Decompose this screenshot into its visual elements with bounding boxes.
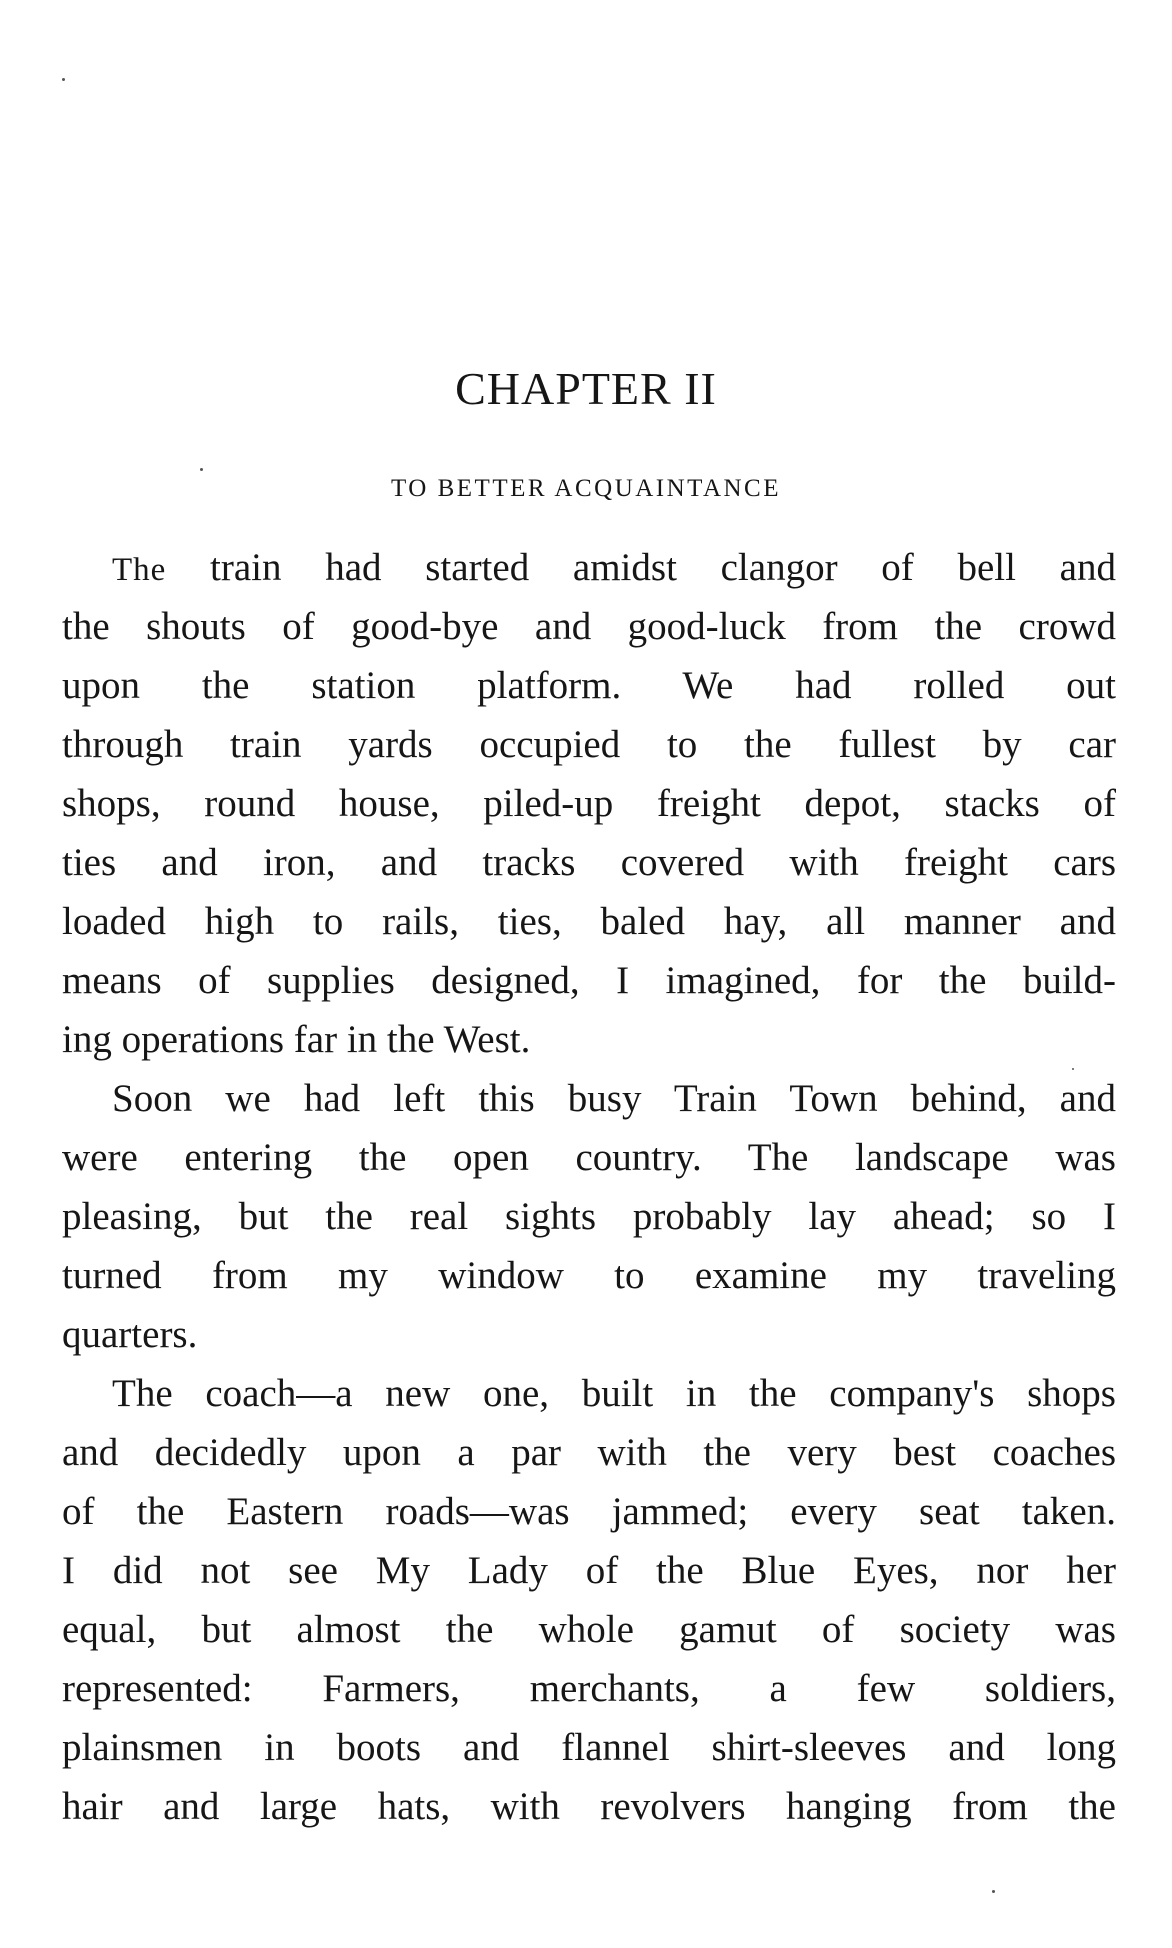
text-line: were entering the open country. The landscape was xyxy=(62,1136,1116,1179)
text-line: the shouts of good-bye and good-luck from the crowd xyxy=(62,605,1116,648)
text-line: ing operations far in the West. xyxy=(62,1018,531,1061)
text-line: ties and iron, and tracks covered with freight cars xyxy=(62,841,1116,884)
text-line: hair and large hats, with revolvers hanging from the xyxy=(62,1785,1116,1828)
text-line: represented: Farmers, merchants, a few soldiers, xyxy=(62,1667,1116,1710)
scan-speck xyxy=(992,1890,995,1893)
text-line: Soon we had left this busy Train Town behind, and xyxy=(112,1077,1116,1120)
paragraph-1 xyxy=(62,538,1116,1069)
text-line: shops, round house, piled-up freight depot, stacks of xyxy=(62,782,1116,825)
chapter-subtitle: TO BETTER ACQUAINTANCE xyxy=(390,475,782,502)
text-line: equal, but almost the whole gamut of society was xyxy=(62,1608,1116,1651)
text-line: and decidedly upon a par with the very best coaches xyxy=(62,1431,1116,1474)
text-line: turned from my window to examine my traveling xyxy=(62,1254,1116,1297)
scan-speck xyxy=(200,468,203,471)
text-line: of the Eastern roads—was jammed; every seat taken. xyxy=(62,1490,1116,1533)
paragraph-3 xyxy=(62,1364,1116,1836)
drop-caps-word: The xyxy=(112,552,167,588)
text-line: upon the station platform. We had rolled out xyxy=(62,664,1116,707)
text-line: quarters. xyxy=(62,1313,198,1356)
scan-speck xyxy=(1072,1068,1074,1070)
text-line: plainsmen in boots and flannel shirt-sleeves and long xyxy=(62,1726,1116,1769)
paragraph-2 xyxy=(62,1069,1116,1364)
scan-speck xyxy=(62,78,65,81)
chapter-title: CHAPTER II xyxy=(455,363,717,414)
text-line: means of supplies designed, I imagined, for the build- xyxy=(62,959,1116,1002)
text-line: I did not see My Lady of the Blue Eyes, nor her xyxy=(62,1549,1116,1592)
text-line: through train yards occupied to the fullest by car xyxy=(62,723,1116,766)
text-line: loaded high to rails, ties, baled hay, all manner and xyxy=(62,900,1116,943)
text-line: The coach—a new one, built in the company's shops xyxy=(112,1372,1116,1415)
text-line: The train had started amidst clangor of bell and xyxy=(112,546,1116,589)
text-line: pleasing, but the real sights probably lay ahead; so I xyxy=(62,1195,1116,1238)
